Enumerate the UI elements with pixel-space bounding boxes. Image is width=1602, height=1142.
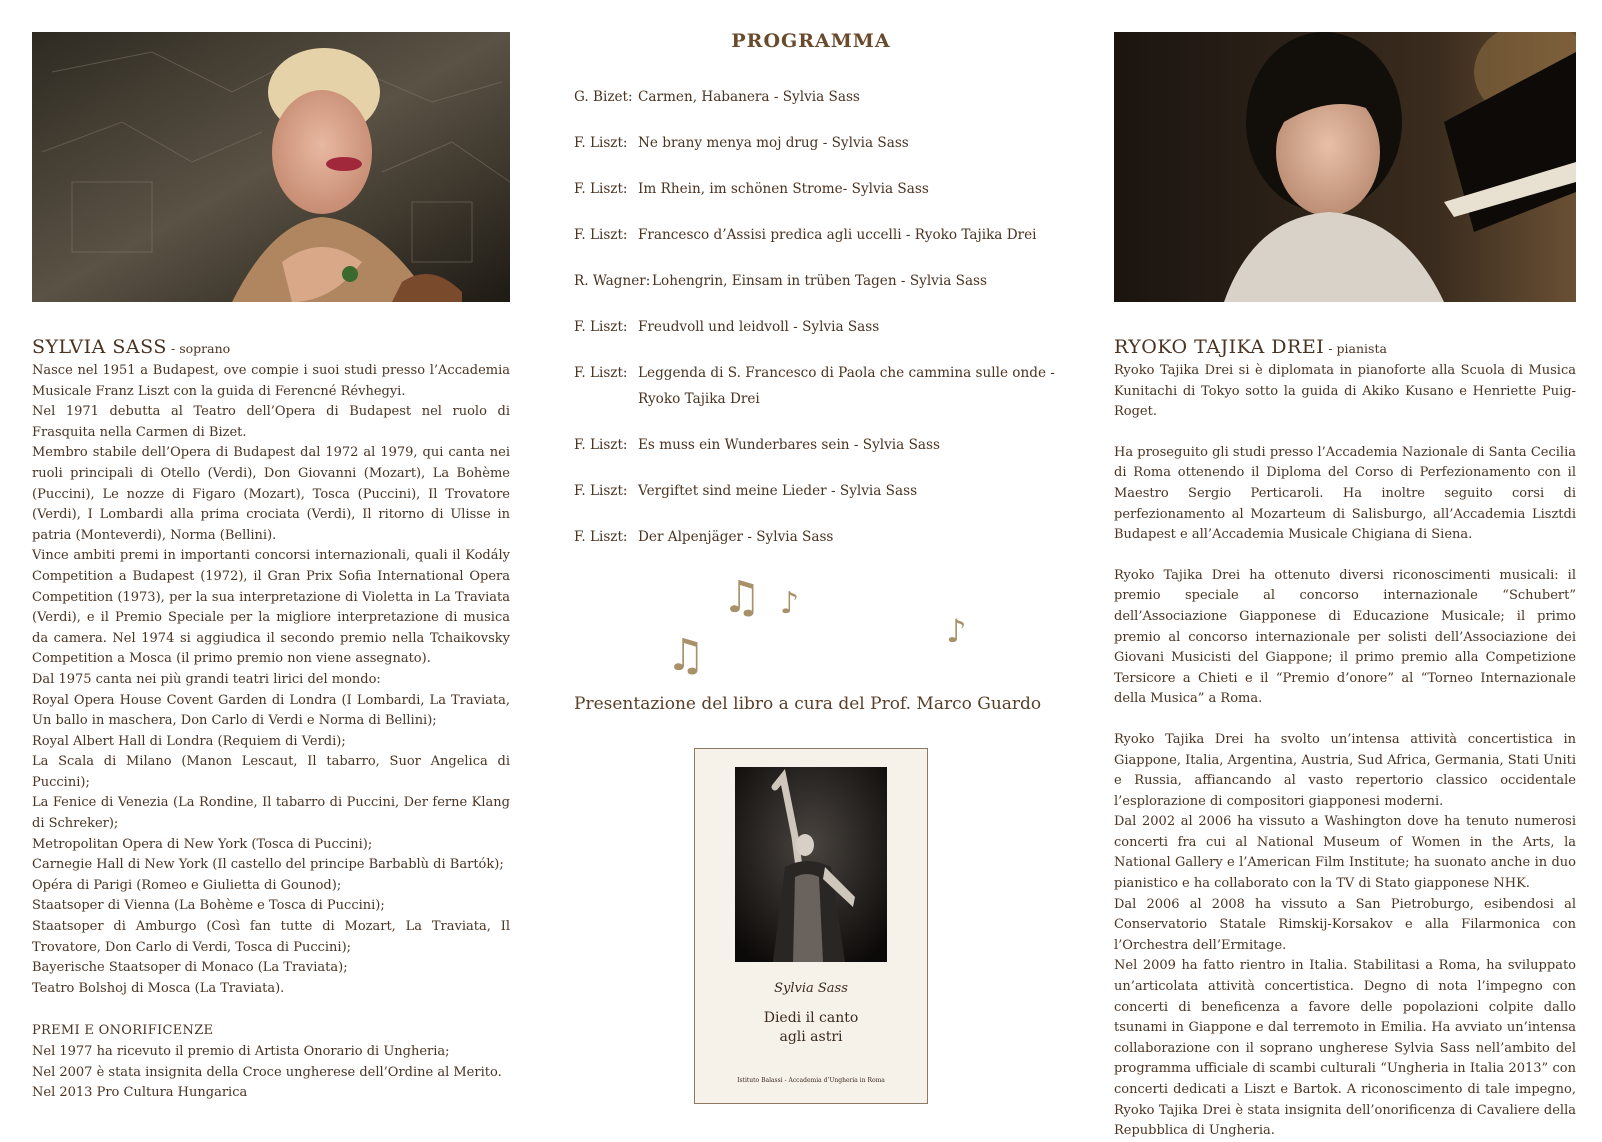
program-piece: Im Rhein, im schönen Strome- Sylvia Sass <box>638 181 929 197</box>
bio-paragraph: Dal 1975 canta nei più grandi teatri lirici del mondo: <box>32 671 381 687</box>
program-composer: G. Bizet: <box>574 89 633 105</box>
bio-paragraph: Nel 1971 debutta al Teatro dell’Opera di Budapest nel ruolo di Frasquita nella Carmen di Bizet. <box>32 404 510 440</box>
program-item <box>574 84 1068 110</box>
program-item <box>574 222 1068 248</box>
artist-name: RYOKO TAJIKA DREI <box>1114 336 1325 358</box>
book-publisher: Istituto Balassi - Accademia d’Ungheria in Roma <box>737 1077 885 1084</box>
bio-paragraph: Ryoko Tajika Drei si è diplomata in pianoforte alla Scuola di Musica Kunitachi di Tokyo sotto la guida di Akiko Kusano e Henriette Puig-Roget. <box>1114 363 1576 420</box>
program-composer: F. Liszt: <box>574 365 628 381</box>
program-piece: Freudvoll und leidvoll - Sylvia Sass <box>638 319 880 335</box>
ryoko-tajika-drei-bio-column <box>1114 336 1576 1142</box>
artist-heading <box>1114 336 1576 361</box>
theatre-item: Teatro Bolshoj di Mosca (La Traviata). <box>32 980 285 996</box>
program-piece: Der Alpenjäger - Sylvia Sass <box>638 529 834 545</box>
bio-paragraph: Ryoko Tajika Drei ha ottenuto diversi riconoscimenti musicali: il premio speciale al concorso internazionale “Schubert” dell’Associazione Giapponese di Educazione Musicale; il primo premio al concorso internazionale per solisti dell’Associazione dei Giovani Musicisti del Giappone; il primo premio alla Competizione Tersicore a Chieti e il “Premio d’onore” al “Torneo Internazionale della Musica” a Roma. <box>1114 567 1576 707</box>
book-cover <box>694 748 928 1104</box>
program-composer: F. Liszt: <box>574 135 628 151</box>
program-item <box>574 360 1068 412</box>
program-item <box>574 432 1068 458</box>
theatre-item: Carnegie Hall di New York (Il castello del principe Barbablù di Bartók); <box>32 857 504 873</box>
theatre-item: La Fenice di Venezia (La Rondine, Il tabarro di Puccini, Der ferne Klang di Schreker); <box>32 795 510 832</box>
bio-paragraph: Ha proseguito gli studi presso l’Accademia Nazionale di Santa Cecilia di Roma ottenendo il Diploma del Corso di Perfezionamento con il Maestro Sergio Perticaroli. Ha inoltre seguito corsi di perfezionamento al Mozarteum di Salisburgo, all’Accademia Lisztdi Budapest e all’Accademia Musicale Chigiana di Siena. <box>1114 444 1576 543</box>
ryoko-tajika-drei-photo <box>1114 32 1576 302</box>
theatre-item: Opéra di Parigi (Romeo e Giulietta di Gounod); <box>32 877 342 893</box>
program-item <box>574 130 1068 156</box>
artist-name: SYLVIA SASS <box>32 336 167 358</box>
program-title: PROGRAMMA <box>731 30 891 52</box>
program-piece: Es muss ein Wunderbares sein - Sylvia Sass <box>638 437 940 453</box>
sylvia-sass-bio-column <box>32 336 510 1104</box>
bio-paragraph: Nel 2009 ha fatto rientro in Italia. Stabilitasi a Roma, ha sviluppato un’articolata attività concertistica. Degno di nota l’impegno con concerti di beneficenza a favore delle popolazioni colpite dallo tsunami in Giappone e dal terremoto in Emilia. Ha avviato un’intensa collaborazione con il soprano ungherese Sylvia Sass nell’ambito del programma ufficiale di scambi culturali “Ungheria in Italia 2013” con concerti dedicati a Liszt e Bartok. A riconoscimento di tale impegno, Ryoko Tajika Drei è stata insignita dell’onorificenza di Cavaliere della Repubblica di Ungheria. <box>1114 958 1576 1139</box>
award-item: Nel 2013 Pro Cultura Hungarica <box>32 1085 248 1101</box>
bio-paragraph: Dal 2006 al 2008 ha vissuto a San Pietroburgo, esibendosi al Conservatorio Statale Rimskij-Korsakov e alla Filarmonica con l’Orchestra dell’Ermitage. <box>1114 896 1576 953</box>
theatre-item: Royal Albert Hall di Londra (Requiem di Verdi); <box>32 733 346 749</box>
program-composer: F. Liszt: <box>574 227 628 243</box>
music-note-icon: ♫ <box>722 572 762 623</box>
theatre-item: Staatsoper di Amburgo (Così fan tutte di Mozart, La Traviata, Il Trovatore, Don Carlo di Verdi, Tosca di Puccini); <box>32 919 510 955</box>
program-composer: F. Liszt: <box>574 529 628 545</box>
theatre-item: Royal Opera House Covent Garden di Londra (I Lombardi, La Traviata, Un ballo in maschera, Don Carlo di Verdi e Norma di Bellini); <box>32 692 510 729</box>
music-note-icon: ♪ <box>780 586 800 621</box>
program-piece: Leggenda di S. Francesco di Paola che cammina sulle onde - Ryoko Tajika Drei <box>638 365 1055 407</box>
program-list <box>574 84 1068 570</box>
program-piece: Francesco d’Assisi predica agli uccelli - Ryoko Tajika Drei <box>638 227 1037 243</box>
award-item: Nel 2007 è stata insignita della Croce ungherese dell’Ordine al Merito. <box>32 1064 502 1080</box>
program-item <box>574 524 1068 550</box>
program-composer: F. Liszt: <box>574 319 628 335</box>
awards-heading: PREMI E ONORIFICENZE <box>32 1023 214 1039</box>
bio-paragraph: Ryoko Tajika Drei ha svolto un’intensa attività concertistica in Giappone, Italia, Argentina, Austria, Sud Africa, Germania, Stati Uniti e Russia, affiancando al vasto repertorio classico occidentale l’esplorazione di compositori giapponesi moderni. <box>1114 731 1576 809</box>
music-note-icon: ♫ <box>666 630 706 681</box>
book-presentation-caption: Presentazione del libro a cura del Prof. Marco Guardo <box>574 694 1042 714</box>
program-piece: Lohengrin, Einsam in trüben Tagen - Sylvia Sass <box>652 273 988 289</box>
program-composer: F. Liszt: <box>574 483 628 499</box>
bio-paragraph: Membro stabile dell’Opera di Budapest dal 1972 al 1979, qui canta nei ruoli principali di Otello (Verdi), Don Giovanni (Mozart), La Bohème (Puccini), Le nozze di Figaro (Mozart), Tosca (Puccini), Il Trovatore (Verdi), I Lombardi alla prima crociata (Verdi), Il ritorno di Ulisse in patria (Monteverdi), Norma (Bellini). <box>32 445 510 543</box>
theatre-item: Staatsoper di Vienna (La Bohème e Tosca di Puccini); <box>32 898 385 914</box>
program-piece: Vergiftet sind meine Lieder - Sylvia Sass <box>638 483 918 499</box>
sylvia-sass-photo <box>32 32 510 302</box>
theatre-item: La Scala di Milano (Manon Lescaut, Il tabarro, Suor Angelica di Puccini); <box>32 754 510 790</box>
artist-role: - pianista <box>1328 341 1387 356</box>
program-composer: F. Liszt: <box>574 437 628 453</box>
program-composer: R. Wagner: <box>574 273 651 289</box>
book-title: Diedi il canto agli astri <box>763 1010 859 1045</box>
program-item <box>574 268 1068 294</box>
bio-paragraph: Vince ambiti premi in importanti concorsi internazionali, quali il Kodály Competition a Budapest (1972), il Gran Prix Sofia International Opera Competition (1973), per la sua interpretazione di Violetta in La Traviata (Verdi), e il Premio Speciale per la migliore interpretazione di musica da camera. Nel 1974 si aggiudica il secondo premio nella Tchaikovsky Competition a Mosca (il primo premio non viene assegnato). <box>32 548 510 667</box>
artist-heading <box>32 336 510 361</box>
bio-paragraph: Dal 2002 al 2006 ha vissuto a Washington dove ha tenuto numerosi concerti fra cui al National Museum of Women in the Arts, la National Gallery e l’American Film Institute; ha suonato anche in duo pianistico e ha collaborato con la TV di Stato giapponese NHK. <box>1114 814 1576 892</box>
program-item <box>574 314 1068 340</box>
award-item: Nel 1977 ha ricevuto il premio di Artista Onorario di Ungheria; <box>32 1044 450 1059</box>
program-composer: F. Liszt: <box>574 181 628 197</box>
bio-paragraph: Nasce nel 1951 a Budapest, ove compie i suoi studi presso l’Accademia Musicale Franz Liszt con la guida di Ferencné Révhegyi. <box>32 363 510 399</box>
theatre-item: Metropolitan Opera di New York (Tosca di Puccini); <box>32 836 373 852</box>
program-item <box>574 176 1068 202</box>
theatre-item: Bayerische Staatsoper di Monaco (La Traviata); <box>32 960 348 976</box>
book-author: Sylvia Sass <box>774 981 848 996</box>
music-note-icon: ♪ <box>946 612 967 650</box>
book-cover-photo <box>735 767 887 962</box>
program-piece: Carmen, Habanera - Sylvia Sass <box>638 89 860 105</box>
artist-role: - soprano <box>171 341 231 356</box>
program-piece: Ne brany menya moj drug - Sylvia Sass <box>638 135 909 151</box>
program-item <box>574 478 1068 504</box>
